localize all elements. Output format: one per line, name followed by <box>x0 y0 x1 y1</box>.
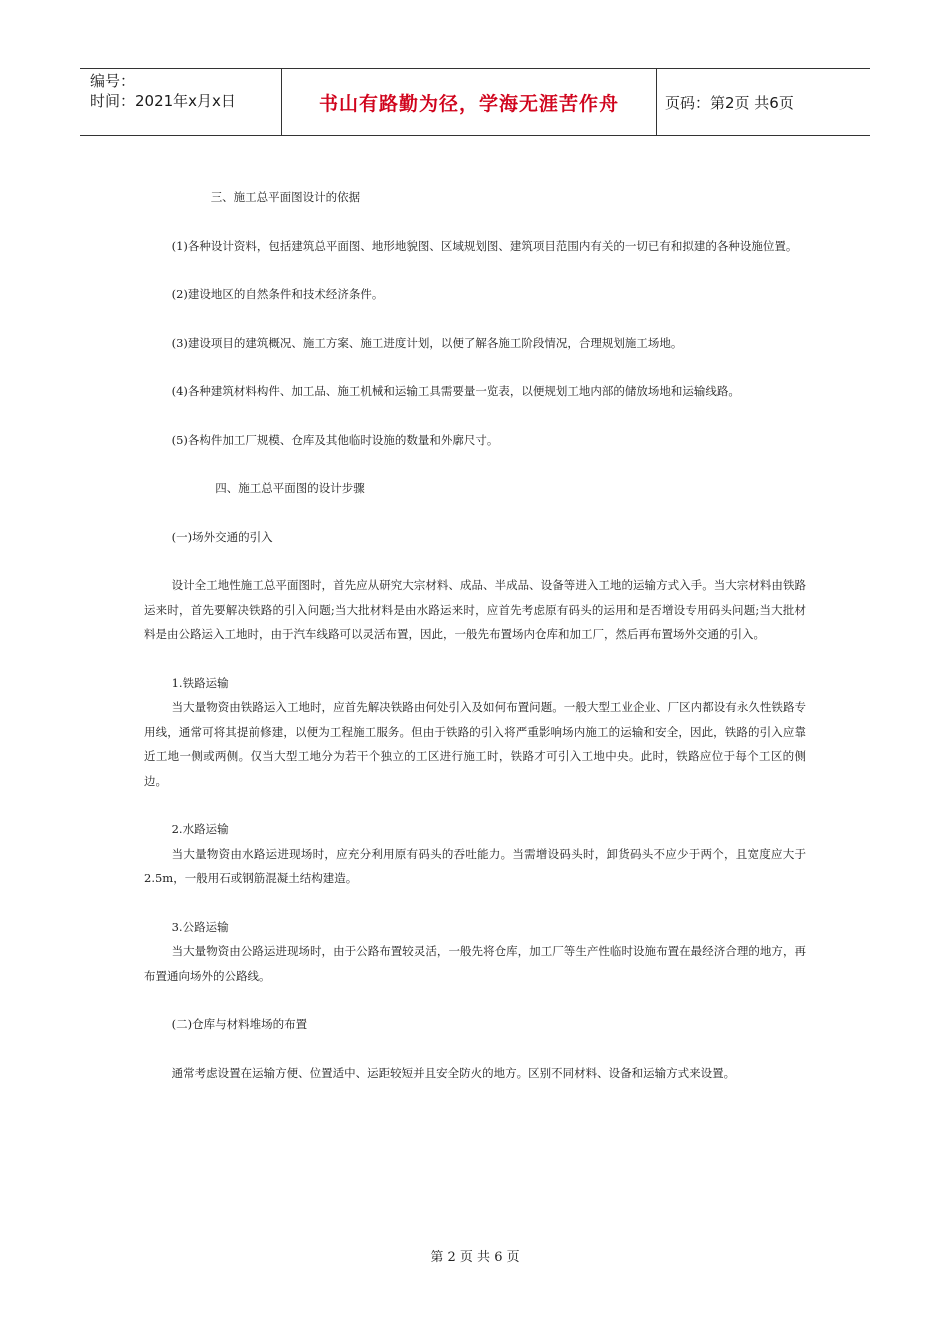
list-item-4: (4)各种建筑材料构件、加工品、施工机械和运输工具需要量一览表，以便规划工地内部的储放场地和运输线路。 <box>171 384 740 398</box>
subsection-heading-1: (一)场外交通的引入 <box>171 529 273 544</box>
list-item-2: (2)建设地区的自然条件和技术经济条件。 <box>171 287 384 301</box>
list-item-3: (3)建设项目的建筑概况、施工方案、施工进度计划，以便了解各施工阶段情况，合理规划施工场地。 <box>171 335 683 350</box>
paragraph-warehouse: 通常考虑设置在运输方便、位置适中、运距较短并且安全防火的地方。区别不同材料、设备和运输方式来设置。 <box>171 1065 736 1080</box>
header-page-cell <box>657 69 870 135</box>
motto-text: 书山有路勤为径，学海无涯苦作舟 <box>318 92 619 115</box>
number-label: 编号： <box>90 72 136 90</box>
road-title: 3.公路运输 <box>171 919 229 934</box>
section-heading-4: 四、施工总平面图的设计步骤 <box>215 481 365 495</box>
header-meta-cell <box>80 69 282 135</box>
page-info: 页码：第2页 共6页 <box>665 93 794 112</box>
header-motto-cell <box>282 69 657 135</box>
document-body <box>144 185 806 1085</box>
list-item-1: (1)各种设计资料，包括建筑总平面图、地形地貌图、区域规划图、建筑项目范围内有关的一切已有和拟建的各种设施位置。 <box>171 238 798 253</box>
rail-title: 1.铁路运输 <box>171 675 229 690</box>
rail-paragraph: 当大量物资由铁路运入工地时，应首先解决铁路由何处引入及如何布置问题。一般大型工业企业、厂区内都设有永久性铁路专用线，通常可将其提前修建，以便为工程施工服务。但由于铁路的引入将严重影响场内施工的运输和安全，因此，铁路的引入应靠近工地一侧或两侧。仅当大型工地分为若干个独立的工区进行施工时，铁路才可引入工地中央。此时，铁路应位于每个工区的侧边。 <box>144 700 806 788</box>
page-footer <box>0 1246 950 1265</box>
subsection-heading-2: (二)仓库与材料堆场的布置 <box>171 1017 308 1031</box>
header-table <box>80 68 870 136</box>
water-title: 2.水路运输 <box>171 822 229 836</box>
footer-page-number: 第 2 页 共 6 页 <box>430 1250 520 1265</box>
section-heading-3: 三、施工总平面图设计的依据 <box>210 190 361 204</box>
road-paragraph: 当大量物资由公路运进现场时，由于公路布置较灵活，一般先将仓库，加工厂等生产性临时设施布置在最经济合理的地方，再布置通向场外的公路线。 <box>144 944 806 983</box>
paragraph-transport: 设计全工地性施工总平面图时，首先应从研究大宗材料、成品、半成品、设备等进入工地的运输方式入手。当大宗材料由铁路运来时，首先要解决铁路的引入问题;当大批材料是由水路运来时，应首先考虑原有码头的运用和是否增设专用码头问题;当大批材料是由公路运入工地时，由于汽车线路可以灵活布置，因此，一般先布置场内仓库和加工厂，然后再布置场外交通的引入。 <box>144 578 806 641</box>
water-paragraph: 当大量物资由水路运进现场时，应充分利用原有码头的吞吐能力。当需增设码头时，卸货码头不应少于两个，且宽度应大于2.5m，一般用石或钢筋混凝土结构建造。 <box>144 846 806 885</box>
list-item-5: (5)各构件加工厂规模、仓库及其他临时设施的数量和外廓尺寸。 <box>171 432 499 447</box>
time-label: 时间：2021年x月x日 <box>90 92 236 110</box>
